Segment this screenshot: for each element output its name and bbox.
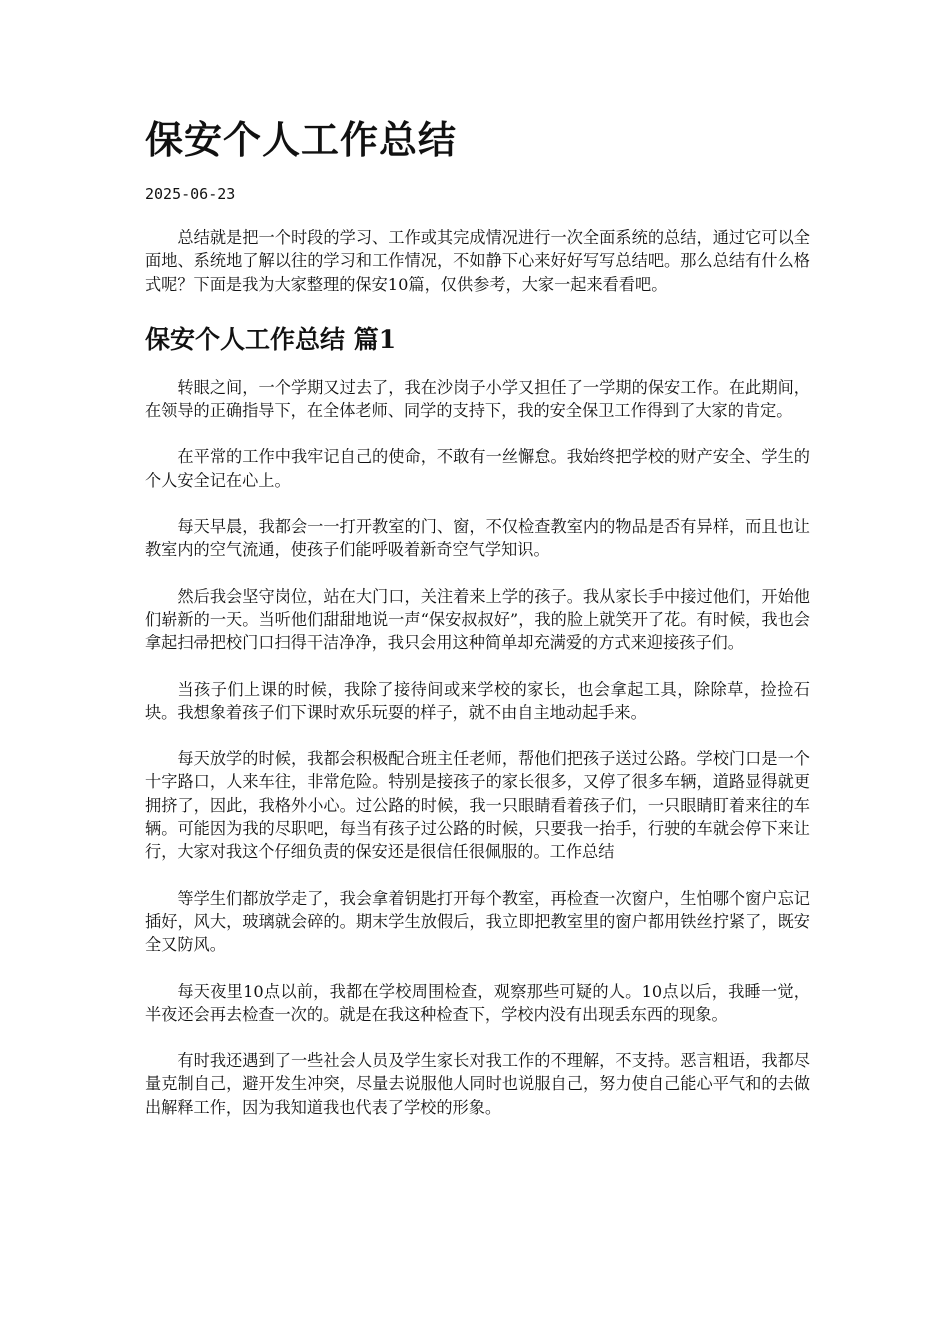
document-page bbox=[145, 112, 810, 1119]
intro-paragraph: 总结就是把一个时段的学习、工作或其完成情况进行一次全面系统的总结，通过它可以全面地、系统地了解以往的学习和工作情况，不如静下心来好好写写总结吧。那么总结有什么格式呢？下面是我为大家整理的保安10篇，仅供参考，大家一起来看看吧。 bbox=[145, 228, 810, 294]
body-paragraph: 转眼之间，一个学期又过去了，我在沙岗子小学又担任了一学期的保安工作。在此期间，在领导的正确指导下，在全体老师、同学的支持下，我的安全保卫工作得到了大家的肯定。 bbox=[145, 377, 810, 421]
body-paragraph: 当孩子们上课的时候，我除了接待间或来学校的家长，也会拿起工具，除除草，捡捡石块。我想象着孩子们下课时欢乐玩耍的样子，就不由自主地动起手来。 bbox=[145, 679, 810, 722]
body-paragraph: 每天夜里10点以前，我都在学校周围检查，观察那些可疑的人。10点以后，我睡一觉，半夜还会再去检查一次的。就是在我这种检查下，学校内没有出现丢东西的现象。 bbox=[145, 981, 810, 1024]
body-paragraph: 有时我还遇到了一些社会人员及学生家长对我工作的不理解，不支持。恶言粗语，我都尽量克制自己，避开发生冲突，尽量去说服他人同时也说服自己，努力使自己能心平气和的去做出解释工作，因为我知道我也代表了学校的形象。 bbox=[145, 1051, 810, 1117]
body-paragraph: 等学生们都放学走了，我会拿着钥匙打开每个教室，再检查一次窗户，生怕哪个窗户忘记插好，风大，玻璃就会碎的。期末学生放假后，我立即把教室里的窗户都用铁丝拧紧了，既安全又防风。 bbox=[145, 888, 810, 955]
document-date: 2025-06-23 bbox=[145, 185, 236, 203]
body-paragraph: 每天早晨，我都会一一打开教室的门、窗，不仅检查教室内的物品是否有异样，而且也让教室内的空气流通，使孩子们能呼吸着新奇空气学知识。 bbox=[145, 517, 810, 560]
body-paragraph: 每天放学的时候，我都会积极配合班主任老师，帮他们把孩子送过公路。学校门口是一个十字路口，人来车往，非常危险。特别是接孩子的家长很多，又停了很多车辆，道路显得就更拥挤了，因此，我格外小心。过公路的时候，我一只眼睛看着孩子们，一只眼睛盯着来往的车辆。可能因为我的尽职吧，每当有孩子过公路的时候，只要我一抬手，行驶的车就会停下来让行，大家对我这个仔细负责的保安还是很信任很佩服的。工作总结 bbox=[145, 749, 810, 862]
document-title: 保安个人工作总结 bbox=[145, 117, 458, 162]
body-paragraph: 在平常的工作中我牢记自己的使命，不敢有一丝懈怠。我始终把学校的财产安全、学生的个人安全记在心上。 bbox=[145, 447, 810, 490]
section-heading: 保安个人工作总结 篇1 bbox=[145, 324, 397, 354]
body-paragraph: 然后我会坚守岗位，站在大门口，关注着来上学的孩子。我从家长手中接过他们，开始他们崭新的一天。当听他们甜甜地说一声“保安叔叔好”，我的脸上就笑开了花。有时候，我也会拿起扫帚把校门口扫得干洁净净，我只会用这种简单却充满爱的方式来迎接孩子们。 bbox=[145, 586, 810, 653]
section-body bbox=[145, 376, 810, 1119]
